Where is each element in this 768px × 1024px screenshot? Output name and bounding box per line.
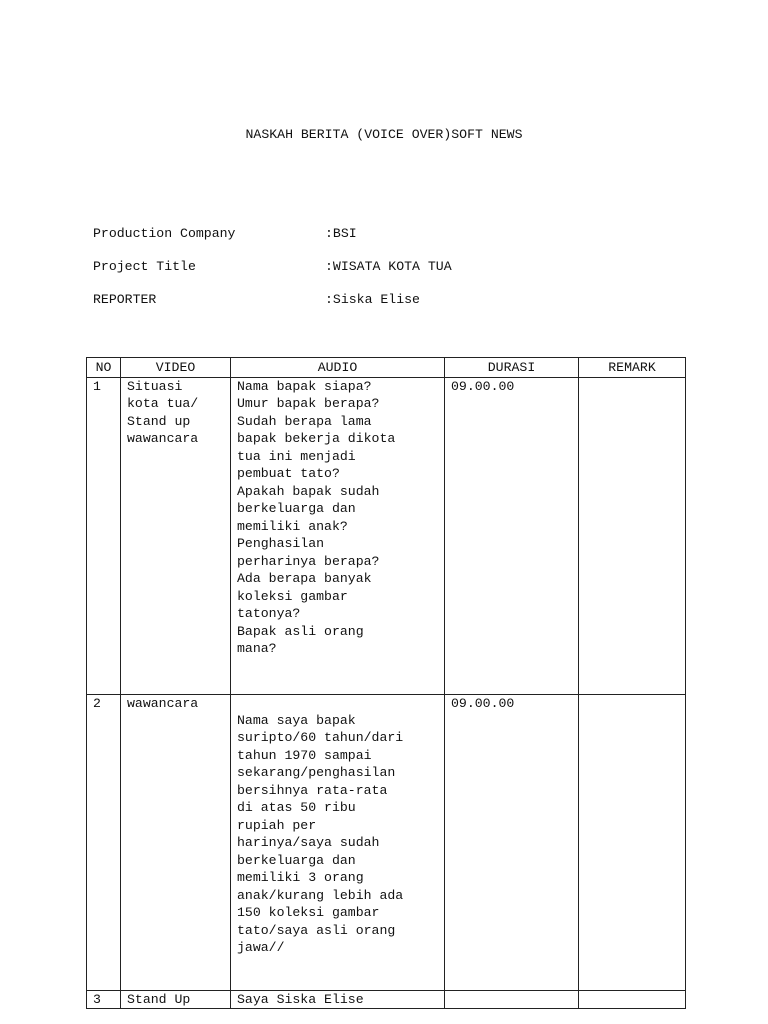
table-row (87, 990, 686, 1009)
meta-row-project-title (93, 258, 613, 291)
header-video: VIDEO (121, 358, 231, 378)
header-remark: REMARK (579, 358, 686, 378)
meta-value: :Siska Elise (325, 292, 420, 307)
cell-video: Situasi kota tua/ Stand up wawancara (121, 377, 231, 694)
cell-durasi: 09.00.00 (445, 694, 579, 990)
table-row (87, 694, 686, 990)
header-no: NO (87, 358, 121, 378)
meta-label: Project Title (93, 259, 196, 274)
meta-row-production-company (93, 225, 613, 258)
meta-value: :BSI (325, 226, 357, 241)
cell-video: Stand Up (121, 990, 231, 1009)
cell-audio: Nama bapak siapa? Umur bapak berapa? Sudah berapa lama bapak bekerja dikota tua ini menjadi pembuat tato? Apakah bapak sudah berkeluarga dan memiliki anak? Penghasilan perharinya berapa? Ada berapa banyak koleksi gambar tatonya? Bapak asli orang mana? (231, 377, 445, 694)
header-durasi: DURASI (445, 358, 579, 378)
cell-durasi: 09.00.00 (445, 377, 579, 694)
header-audio: AUDIO (231, 358, 445, 378)
cell-audio: Saya Siska Elise (231, 990, 445, 1009)
production-info (93, 225, 613, 324)
cell-video: wawancara (121, 694, 231, 990)
cell-remark (579, 990, 686, 1009)
cell-remark (579, 377, 686, 694)
cell-no: 1 (87, 377, 121, 694)
script-table (86, 357, 686, 1009)
cell-no: 3 (87, 990, 121, 1009)
document-title: NASKAH BERITA (VOICE OVER)SOFT NEWS (245, 127, 523, 142)
meta-value: :WISATA KOTA TUA (325, 259, 452, 274)
meta-row-reporter (93, 291, 613, 324)
table-header-row (87, 358, 686, 378)
cell-remark (579, 694, 686, 990)
table-row (87, 377, 686, 694)
cell-durasi (445, 990, 579, 1009)
meta-label: Production Company (93, 226, 236, 241)
meta-label: REPORTER (93, 292, 157, 307)
cell-audio: Nama saya bapak suripto/60 tahun/dari tahun 1970 sampai sekarang/penghasilan bersihnya rata-rata di atas 50 ribu rupiah per harinya/saya sudah berkeluarga dan memiliki 3 orang anak/kurang lebih ada 150 koleksi gambar tato/saya asli orang jawa// (231, 694, 445, 990)
cell-no: 2 (87, 694, 121, 990)
